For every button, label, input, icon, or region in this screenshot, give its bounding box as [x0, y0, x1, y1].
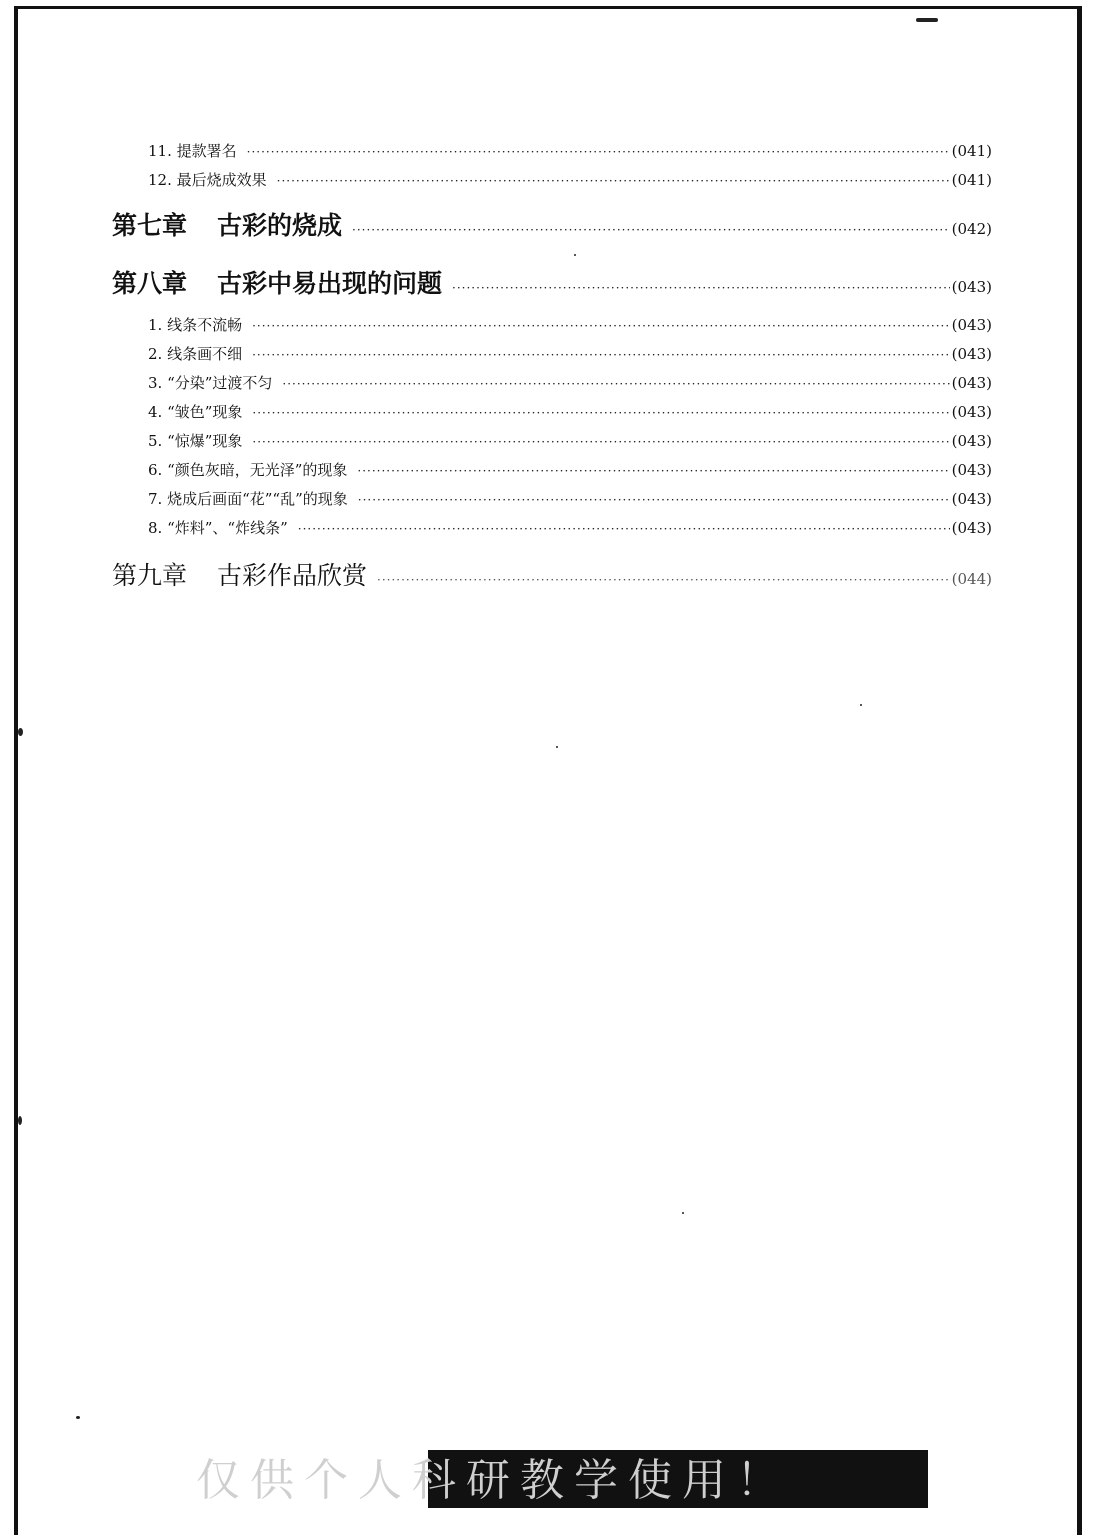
- toc-entry-page: (043): [951, 345, 992, 363]
- toc-entry-page: (043): [951, 403, 992, 421]
- toc-entry-title: 1. 线条不流畅: [148, 316, 243, 334]
- dot-leader: [352, 223, 950, 237]
- chapter-page: (042): [951, 220, 992, 238]
- chapter-title: 古彩作品欣赏: [217, 561, 368, 590]
- toc-entry-page: (043): [951, 461, 992, 479]
- toc-entry-title: 3. “分染”过渡不匀: [148, 374, 273, 392]
- toc-entry: [148, 488, 992, 510]
- toc-chapter-7: [112, 206, 992, 240]
- toc-entry-title: 5. “惊爆”现象: [148, 432, 243, 450]
- toc-entry-page: (043): [951, 432, 992, 450]
- chapter-heading: [112, 206, 342, 242]
- scan-border-top: [14, 6, 1080, 9]
- scan-border-left: [14, 6, 18, 1535]
- toc-entry-page: (041): [951, 171, 992, 189]
- toc-entry-title: 12. 最后烧成效果: [148, 171, 267, 189]
- toc-entry-page: (041): [951, 142, 992, 160]
- scan-speck: [682, 1212, 684, 1214]
- dot-leader: [377, 573, 950, 587]
- dot-leader: [252, 348, 950, 362]
- scan-speck: [18, 1116, 22, 1125]
- toc-entry: [148, 314, 992, 336]
- chapter-heading: [112, 556, 367, 592]
- toc-entry-page: (043): [951, 519, 992, 537]
- toc-chapter-8: [112, 264, 992, 298]
- toc-entry: [148, 372, 992, 394]
- toc-entry: [148, 169, 992, 191]
- chapter-number: 第九章: [112, 561, 188, 590]
- toc-entry-page: (043): [951, 316, 992, 334]
- chapter-number: 第七章: [112, 211, 188, 240]
- toc-entry-title: 2. 线条画不细: [148, 345, 243, 363]
- scan-border-right: [1077, 6, 1082, 1535]
- toc-entry: [148, 430, 992, 452]
- scan-speck: [574, 254, 576, 256]
- dot-leader: [252, 406, 949, 420]
- scan-speck: [860, 704, 862, 706]
- toc-entry-title: 6. “颜色灰暗，无光泽”的现象: [148, 461, 348, 479]
- toc-entry-page: (043): [951, 374, 992, 392]
- toc-entry: [148, 343, 992, 365]
- toc-entry: [148, 517, 992, 539]
- dot-leader: [247, 145, 950, 159]
- chapter-heading: [112, 264, 442, 300]
- toc-entry-title: 11. 提款署名: [148, 142, 237, 160]
- chapter-number: 第八章: [112, 269, 188, 298]
- chapter-title: 古彩的烧成: [217, 211, 343, 240]
- scan-speck: [18, 728, 23, 736]
- dot-leader: [358, 493, 950, 507]
- toc-entry: [148, 140, 992, 162]
- chapter-title: 古彩中易出现的问题: [217, 269, 443, 298]
- toc-entry-page: (043): [951, 490, 992, 508]
- chapter-page: (043): [951, 278, 992, 296]
- dot-leader: [252, 435, 949, 449]
- scan-speck: [76, 1416, 80, 1419]
- toc-entry-title: 7. 烧成后画面“花”“乱”的现象: [148, 490, 348, 508]
- dot-leader: [252, 319, 950, 333]
- dot-leader: [282, 377, 949, 391]
- dot-leader: [298, 522, 950, 536]
- watermark-text: 仅供个人科研教学使用！: [196, 1455, 790, 1506]
- dot-leader: [277, 174, 950, 188]
- toc-entry-title: 8. “炸料”、“炸线条”: [148, 519, 288, 537]
- toc-chapter-9: [112, 556, 992, 590]
- toc-entry: [148, 459, 992, 481]
- dot-leader: [452, 281, 950, 295]
- scan-speck: [916, 18, 938, 22]
- dot-leader: [357, 464, 949, 478]
- chapter-page: (044): [951, 570, 992, 588]
- scan-speck: [556, 746, 558, 748]
- toc-entry: [148, 401, 992, 423]
- toc-entry-title: 4. “皱色”现象: [148, 403, 243, 421]
